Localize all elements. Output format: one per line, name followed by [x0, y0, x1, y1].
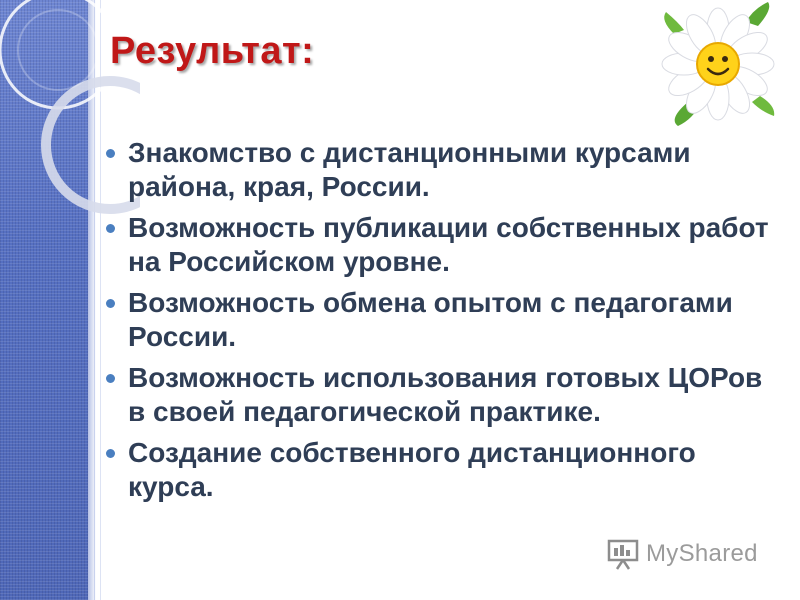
bullet-dot-icon: [106, 149, 115, 158]
bullet-dot-icon: [106, 224, 115, 233]
watermark: [606, 536, 758, 572]
smiling-daisy-icon: [660, 2, 776, 126]
bullet-text: Знакомство с дистанционными курсами района, края, России.: [128, 137, 691, 202]
bullet-text: Создание собственного дистанционного курса.: [128, 437, 696, 502]
bullet-text: Возможность использования готовых ЦОРов в своей педагогической практике.: [128, 362, 763, 427]
watermark-text: MyShared: [646, 540, 758, 567]
bullet-item: [104, 211, 784, 279]
bullet-dot-icon: [106, 374, 115, 383]
bullet-text: Возможность публикации собственных работ на Российском уровне.: [128, 212, 769, 277]
bullet-list: [104, 136, 784, 511]
presentation-board-icon: [606, 537, 640, 571]
bullet-item: [104, 361, 784, 429]
bullet-text: Возможность обмена опытом с педагогами России.: [128, 287, 733, 352]
bullet-dot-icon: [106, 449, 115, 458]
bullet-dot-icon: [106, 299, 115, 308]
bullet-item: [104, 436, 784, 504]
slide-title: Результат:: [110, 30, 315, 72]
bullet-item: [104, 286, 784, 354]
bullet-item: [104, 136, 784, 204]
